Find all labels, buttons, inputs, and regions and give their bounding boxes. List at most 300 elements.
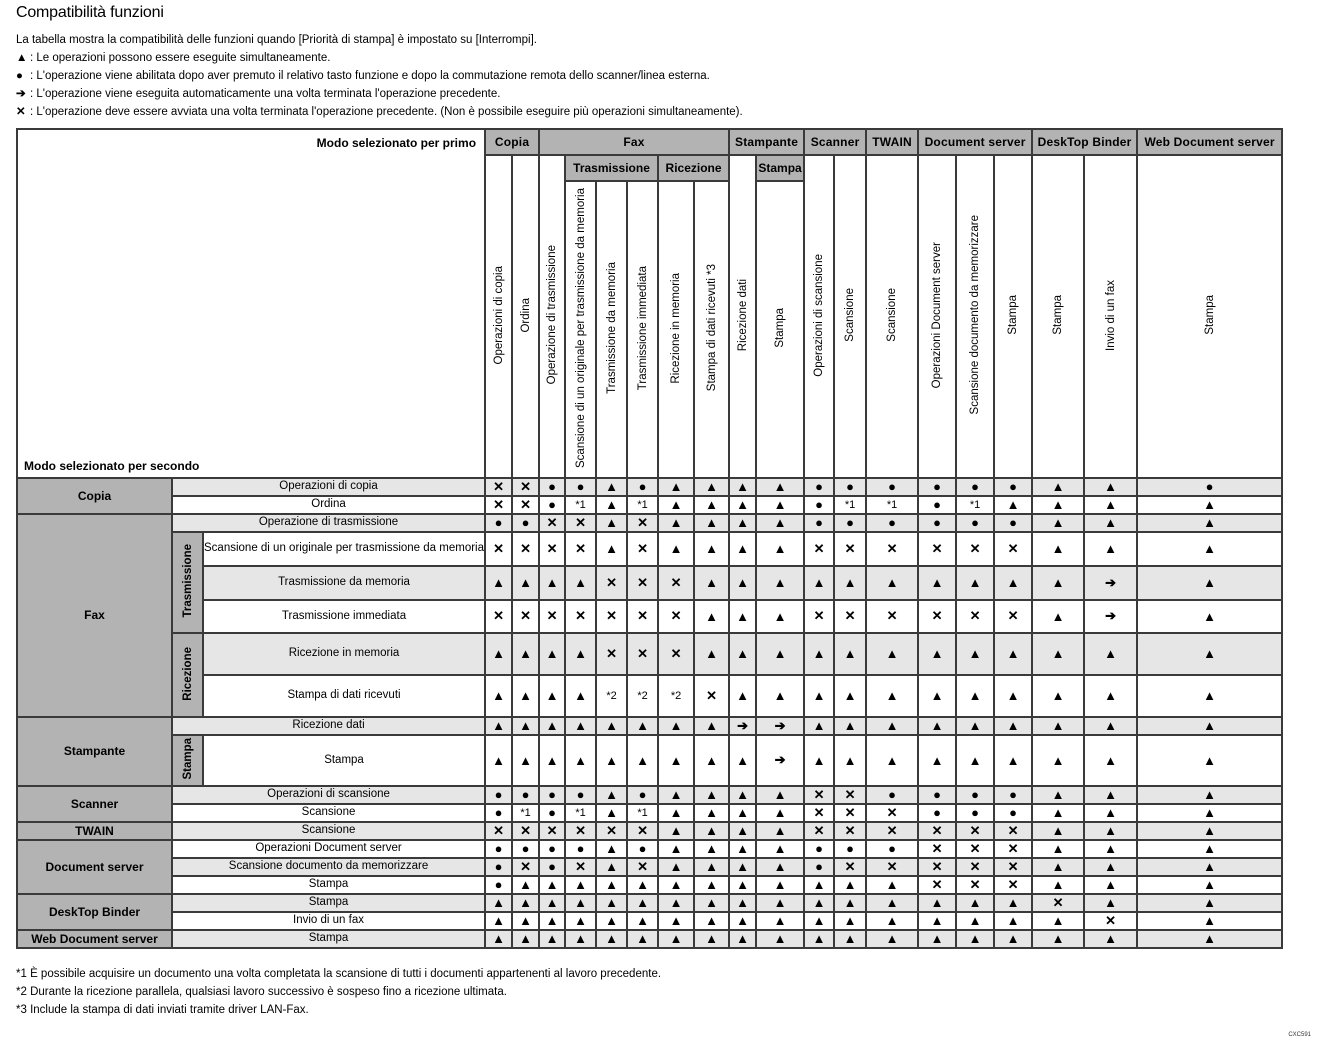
- triangle-icon: ▲: [16, 52, 28, 64]
- cross-icon: ✕: [658, 600, 694, 633]
- cross-icon: ✕: [539, 514, 565, 532]
- triangle-icon: ▲: [539, 717, 565, 735]
- cross-icon: ✕: [1032, 894, 1084, 912]
- triangle-icon: ▲: [1032, 912, 1084, 930]
- circle-icon: ●: [918, 496, 956, 514]
- circle-icon: ●: [16, 70, 23, 82]
- triangle-icon: ▲: [994, 496, 1032, 514]
- row-label: Ordina: [172, 496, 485, 514]
- triangle-icon: ▲: [658, 930, 694, 948]
- triangle-icon: ▲: [866, 912, 918, 930]
- triangle-icon: ▲: [539, 735, 565, 786]
- circle-icon: ●: [565, 478, 596, 496]
- triangle-icon: ▲: [596, 930, 627, 948]
- triangle-icon: ▲: [539, 633, 565, 675]
- triangle-icon: ▲: [756, 822, 804, 840]
- triangle-icon: ▲: [694, 912, 729, 930]
- triangle-icon: ▲: [694, 876, 729, 894]
- cross-icon: ✕: [485, 600, 512, 633]
- triangle-icon: ▲: [1137, 930, 1282, 948]
- cross-icon: ✕: [804, 600, 834, 633]
- triangle-icon: ▲: [658, 514, 694, 532]
- cross-icon: ✕: [918, 840, 956, 858]
- circle-icon: ●: [539, 804, 565, 822]
- triangle-icon: ▲: [1137, 496, 1282, 514]
- group-document-server: Document server: [918, 129, 1032, 155]
- cross-icon: ✕: [512, 822, 539, 840]
- circle-icon: ●: [485, 840, 512, 858]
- triangle-icon: ▲: [1032, 822, 1084, 840]
- circle-icon: ●: [994, 786, 1032, 804]
- cross-icon: ✕: [565, 858, 596, 876]
- footnote-ref: *2: [627, 675, 658, 717]
- cross-icon: ✕: [918, 876, 956, 894]
- triangle-icon: ▲: [596, 478, 627, 496]
- triangle-icon: ▲: [1084, 478, 1137, 496]
- triangle-icon: ▲: [1032, 804, 1084, 822]
- triangle-icon: ▲: [1032, 478, 1084, 496]
- cross-icon: ✕: [956, 840, 994, 858]
- triangle-icon: ▲: [565, 876, 596, 894]
- arrow-right-icon: ➔: [1084, 600, 1137, 633]
- cross-icon: ✕: [627, 514, 658, 532]
- triangle-icon: ▲: [694, 786, 729, 804]
- triangle-icon: ▲: [658, 786, 694, 804]
- circle-icon: ●: [627, 786, 658, 804]
- circle-icon: ●: [485, 786, 512, 804]
- triangle-icon: ▲: [1137, 912, 1282, 930]
- cross-icon: ✕: [596, 566, 627, 600]
- row-category-scanner: Scanner: [17, 786, 172, 822]
- circle-icon: ●: [485, 804, 512, 822]
- cross-icon: ✕: [994, 600, 1032, 633]
- triangle-icon: ▲: [729, 804, 756, 822]
- cross-icon: ✕: [866, 532, 918, 566]
- cross-icon: ✕: [834, 858, 866, 876]
- cross-icon: ✕: [658, 633, 694, 675]
- triangle-icon: ▲: [694, 840, 729, 858]
- triangle-icon: ▲: [694, 514, 729, 532]
- triangle-icon: ▲: [956, 894, 994, 912]
- row-category-docserver: Document server: [17, 840, 172, 894]
- triangle-icon: ▲: [485, 894, 512, 912]
- triangle-icon: ▲: [756, 532, 804, 566]
- cross-icon: ✕: [956, 532, 994, 566]
- triangle-icon: ▲: [918, 566, 956, 600]
- circle-icon: ●: [956, 514, 994, 532]
- triangle-icon: ▲: [627, 735, 658, 786]
- triangle-icon: ▲: [512, 930, 539, 948]
- cross-icon: ✕: [918, 600, 956, 633]
- triangle-icon: ▲: [512, 675, 539, 717]
- triangle-icon: ▲: [1084, 822, 1137, 840]
- triangle-icon: ▲: [729, 566, 756, 600]
- row-subcategory-fax_ricezione: Ricezione: [172, 633, 203, 717]
- triangle-icon: ▲: [834, 675, 866, 717]
- triangle-icon: ▲: [539, 876, 565, 894]
- triangle-icon: ▲: [756, 600, 804, 633]
- triangle-icon: ▲: [994, 717, 1032, 735]
- cross-icon: ✕: [918, 858, 956, 876]
- triangle-icon: ▲: [729, 735, 756, 786]
- triangle-icon: ▲: [694, 735, 729, 786]
- cross-icon: ✕: [834, 804, 866, 822]
- cross-icon: ✕: [834, 532, 866, 566]
- triangle-icon: ▲: [512, 566, 539, 600]
- triangle-icon: ▲: [918, 717, 956, 735]
- triangle-icon: ▲: [1137, 894, 1282, 912]
- circle-icon: ●: [918, 478, 956, 496]
- triangle-icon: ▲: [596, 496, 627, 514]
- triangle-icon: ▲: [539, 930, 565, 948]
- triangle-icon: ▲: [994, 894, 1032, 912]
- col-header: Stampa: [756, 181, 804, 478]
- table-row: [17, 858, 1282, 876]
- triangle-icon: ▲: [539, 675, 565, 717]
- cross-icon: ✕: [804, 822, 834, 840]
- subgroup-stampa: Stampa: [756, 155, 804, 181]
- circle-icon: ●: [804, 478, 834, 496]
- triangle-icon: ▲: [627, 876, 658, 894]
- triangle-icon: ▲: [956, 633, 994, 675]
- circle-icon: ●: [565, 840, 596, 858]
- triangle-icon: ▲: [729, 876, 756, 894]
- cross-icon: ✕: [956, 822, 994, 840]
- cross-icon: ✕: [512, 496, 539, 514]
- triangle-icon: ▲: [1137, 633, 1282, 675]
- arrow-right-icon: ➔: [756, 735, 804, 786]
- cross-icon: ✕: [956, 600, 994, 633]
- triangle-icon: ▲: [866, 717, 918, 735]
- row-label: Scansione documento da memorizzare: [172, 858, 485, 876]
- circle-icon: ●: [866, 786, 918, 804]
- cross-icon: ✕: [804, 804, 834, 822]
- footnote-ref: *1: [565, 804, 596, 822]
- group-scanner: Scanner: [804, 129, 866, 155]
- footnote-2: *2 Durante la ricezione parallela, qualsiasi lavoro successivo è sospeso fino a ricezione ultimata.: [16, 986, 507, 998]
- triangle-icon: ▲: [866, 930, 918, 948]
- group-twain: TWAIN: [866, 129, 918, 155]
- arrow-right-icon: ➔: [756, 717, 804, 735]
- cross-icon: ✕: [485, 532, 512, 566]
- circle-icon: ●: [866, 478, 918, 496]
- triangle-icon: ▲: [694, 566, 729, 600]
- triangle-icon: ▲: [866, 735, 918, 786]
- triangle-icon: ▲: [866, 566, 918, 600]
- triangle-icon: ▲: [729, 633, 756, 675]
- triangle-icon: ▲: [658, 858, 694, 876]
- triangle-icon: ▲: [729, 600, 756, 633]
- group-stampante: Stampante: [729, 129, 804, 155]
- triangle-icon: ▲: [866, 876, 918, 894]
- circle-icon: ●: [866, 840, 918, 858]
- col-header: Invio di un fax: [1084, 155, 1137, 478]
- cross-icon: ✕: [16, 106, 26, 118]
- triangle-icon: ▲: [596, 717, 627, 735]
- footnote-ref: *1: [627, 804, 658, 822]
- triangle-icon: ▲: [1032, 876, 1084, 894]
- triangle-icon: ▲: [756, 633, 804, 675]
- circle-icon: ●: [485, 876, 512, 894]
- table-row: [17, 675, 1282, 717]
- triangle-icon: ▲: [512, 894, 539, 912]
- cross-icon: ✕: [658, 566, 694, 600]
- triangle-icon: ▲: [596, 786, 627, 804]
- table-row: [17, 786, 1282, 804]
- legend-item-enabled: ● : L'operazione viene abilitata dopo aver premuto il relativo tasto funzione e dopo la commutazione remota dello scanner/linea esterna.: [16, 67, 743, 85]
- row-label: Operazioni Document server: [172, 840, 485, 858]
- cross-icon: ✕: [866, 600, 918, 633]
- triangle-icon: ▲: [565, 894, 596, 912]
- triangle-icon: ▲: [565, 633, 596, 675]
- triangle-icon: ▲: [994, 633, 1032, 675]
- row-label: Trasmissione da memoria: [203, 566, 485, 600]
- cross-icon: ✕: [918, 822, 956, 840]
- triangle-icon: ▲: [658, 496, 694, 514]
- row-category-binder: DeskTop Binder: [17, 894, 172, 930]
- table-row: [17, 930, 1282, 948]
- circle-icon: ●: [804, 858, 834, 876]
- triangle-icon: ▲: [756, 894, 804, 912]
- row-category-web: Web Document server: [17, 930, 172, 948]
- cross-icon: ✕: [539, 822, 565, 840]
- triangle-icon: ▲: [596, 514, 627, 532]
- triangle-icon: ▲: [1137, 600, 1282, 633]
- legend-item-sequential: ✕ : L'operazione deve essere avviata una volta terminata l'operazione precedente. (Non è possibile eseguire più operazioni simultaneamente).: [16, 103, 743, 121]
- triangle-icon: ▲: [1137, 858, 1282, 876]
- triangle-icon: ▲: [994, 912, 1032, 930]
- cross-icon: ✕: [694, 675, 729, 717]
- cross-icon: ✕: [1084, 912, 1137, 930]
- triangle-icon: ▲: [539, 894, 565, 912]
- cross-icon: ✕: [804, 532, 834, 566]
- triangle-icon: ▲: [918, 633, 956, 675]
- col-header: Operazione di trasmissione: [539, 155, 565, 478]
- row-label: Operazioni di copia: [172, 478, 485, 496]
- row-label: Stampa: [172, 930, 485, 948]
- triangle-icon: ▲: [994, 930, 1032, 948]
- col-header: Operazioni Document server: [918, 155, 956, 478]
- cross-icon: ✕: [627, 822, 658, 840]
- circle-icon: ●: [539, 478, 565, 496]
- table-row: [17, 894, 1282, 912]
- circle-icon: ●: [956, 478, 994, 496]
- row-category-stampante: Stampante: [17, 717, 172, 786]
- triangle-icon: ▲: [1137, 717, 1282, 735]
- triangle-icon: ▲: [694, 496, 729, 514]
- triangle-icon: ▲: [729, 858, 756, 876]
- row-category-fax: Fax: [17, 514, 172, 717]
- cross-icon: ✕: [834, 786, 866, 804]
- cross-icon: ✕: [994, 822, 1032, 840]
- row-label: Scansione: [172, 804, 485, 822]
- triangle-icon: ▲: [658, 840, 694, 858]
- triangle-icon: ▲: [1032, 496, 1084, 514]
- triangle-icon: ▲: [627, 717, 658, 735]
- group-copia: Copia: [485, 129, 539, 155]
- cross-icon: ✕: [956, 858, 994, 876]
- row-label: Operazione di trasmissione: [172, 514, 485, 532]
- triangle-icon: ▲: [956, 912, 994, 930]
- cross-icon: ✕: [565, 822, 596, 840]
- circle-icon: ●: [918, 804, 956, 822]
- col-header: Ricezione in memoria: [658, 181, 694, 478]
- triangle-icon: ▲: [729, 912, 756, 930]
- triangle-icon: ▲: [565, 566, 596, 600]
- triangle-icon: ▲: [729, 478, 756, 496]
- triangle-icon: ▲: [729, 514, 756, 532]
- triangle-icon: ▲: [729, 532, 756, 566]
- cross-icon: ✕: [804, 786, 834, 804]
- table-row: [17, 496, 1282, 514]
- triangle-icon: ▲: [565, 930, 596, 948]
- circle-icon: ●: [994, 514, 1032, 532]
- arrow-right-icon: ➔: [16, 88, 26, 100]
- compatibility-table: [16, 128, 1283, 949]
- triangle-icon: ▲: [627, 912, 658, 930]
- triangle-icon: ▲: [804, 675, 834, 717]
- triangle-icon: ▲: [1084, 735, 1137, 786]
- cross-icon: ✕: [596, 822, 627, 840]
- subgroup-trasmissione: Trasmissione: [565, 155, 658, 181]
- triangle-icon: ▲: [694, 804, 729, 822]
- triangle-icon: ▲: [1137, 514, 1282, 532]
- triangle-icon: ▲: [918, 675, 956, 717]
- col-header: Operazioni di copia: [485, 155, 512, 478]
- circle-icon: ●: [956, 804, 994, 822]
- triangle-icon: ▲: [512, 912, 539, 930]
- col-header: Operazioni di scansione: [804, 155, 834, 478]
- triangle-icon: ▲: [694, 858, 729, 876]
- triangle-icon: ▲: [512, 876, 539, 894]
- circle-icon: ●: [834, 514, 866, 532]
- table-row: [17, 840, 1282, 858]
- footnote-ref: *1: [512, 804, 539, 822]
- cross-icon: ✕: [627, 600, 658, 633]
- triangle-icon: ▲: [729, 675, 756, 717]
- circle-icon: ●: [627, 478, 658, 496]
- circle-icon: ●: [918, 514, 956, 532]
- footnote-ref: *1: [834, 496, 866, 514]
- col-header: Stampa: [994, 155, 1032, 478]
- cross-icon: ✕: [918, 532, 956, 566]
- triangle-icon: ▲: [804, 735, 834, 786]
- triangle-icon: ▲: [956, 717, 994, 735]
- triangle-icon: ▲: [565, 735, 596, 786]
- row-subcategory-stampante_stampa: Stampa: [172, 735, 203, 786]
- table-row: [17, 532, 1282, 566]
- triangle-icon: ▲: [804, 876, 834, 894]
- triangle-icon: ▲: [729, 786, 756, 804]
- circle-icon: ●: [539, 840, 565, 858]
- triangle-icon: ▲: [729, 496, 756, 514]
- triangle-icon: ▲: [694, 717, 729, 735]
- circle-icon: ●: [565, 786, 596, 804]
- row-category-twain: TWAIN: [17, 822, 172, 840]
- table-row: [17, 633, 1282, 675]
- cross-icon: ✕: [866, 804, 918, 822]
- triangle-icon: ▲: [729, 822, 756, 840]
- triangle-icon: ▲: [834, 717, 866, 735]
- triangle-icon: ▲: [1032, 786, 1084, 804]
- cross-icon: ✕: [994, 858, 1032, 876]
- row-label: Stampa: [172, 876, 485, 894]
- triangle-icon: ▲: [994, 675, 1032, 717]
- circle-icon: ●: [512, 786, 539, 804]
- triangle-icon: ▲: [918, 912, 956, 930]
- table-row: [17, 735, 1282, 786]
- triangle-icon: ▲: [539, 912, 565, 930]
- triangle-icon: ▲: [804, 717, 834, 735]
- triangle-icon: ▲: [804, 633, 834, 675]
- circle-icon: ●: [994, 804, 1032, 822]
- row-label: Stampa: [172, 894, 485, 912]
- triangle-icon: ▲: [1032, 840, 1084, 858]
- triangle-icon: ▲: [834, 894, 866, 912]
- col-header: Stampa di dati ricevuti *3: [694, 181, 729, 478]
- circle-icon: ●: [804, 496, 834, 514]
- cross-icon: ✕: [512, 478, 539, 496]
- col-header: Scansione: [834, 155, 866, 478]
- triangle-icon: ▲: [1032, 675, 1084, 717]
- triangle-icon: ▲: [918, 735, 956, 786]
- triangle-icon: ▲: [596, 735, 627, 786]
- triangle-icon: ▲: [485, 735, 512, 786]
- row-label: Invio di un fax: [172, 912, 485, 930]
- triangle-icon: ▲: [512, 633, 539, 675]
- circle-icon: ●: [539, 858, 565, 876]
- triangle-icon: ▲: [485, 675, 512, 717]
- triangle-icon: ▲: [756, 840, 804, 858]
- intro-section: [16, 31, 743, 121]
- triangle-icon: ▲: [1137, 566, 1282, 600]
- circle-icon: ●: [512, 840, 539, 858]
- group-fax: Fax: [539, 129, 729, 155]
- triangle-icon: ▲: [1137, 532, 1282, 566]
- footnotes: [16, 965, 661, 1019]
- triangle-icon: ▲: [756, 786, 804, 804]
- triangle-icon: ▲: [994, 566, 1032, 600]
- triangle-icon: ▲: [658, 912, 694, 930]
- triangle-icon: ▲: [834, 912, 866, 930]
- triangle-icon: ▲: [1084, 894, 1137, 912]
- triangle-icon: ▲: [729, 930, 756, 948]
- col-header: Scansione: [866, 155, 918, 478]
- triangle-icon: ▲: [1137, 876, 1282, 894]
- footnote-ref: *2: [658, 675, 694, 717]
- circle-icon: ●: [1137, 478, 1282, 496]
- triangle-icon: ▲: [756, 876, 804, 894]
- triangle-icon: ▲: [512, 717, 539, 735]
- row-label: Scansione: [172, 822, 485, 840]
- table-row: [17, 822, 1282, 840]
- cross-icon: ✕: [956, 876, 994, 894]
- cross-icon: ✕: [512, 600, 539, 633]
- triangle-icon: ▲: [1032, 735, 1084, 786]
- triangle-icon: ▲: [956, 566, 994, 600]
- cross-icon: ✕: [539, 600, 565, 633]
- cross-icon: ✕: [485, 822, 512, 840]
- table-row: [17, 600, 1282, 633]
- triangle-icon: ▲: [1137, 822, 1282, 840]
- circle-icon: ●: [834, 840, 866, 858]
- row-label: Stampa: [203, 735, 485, 786]
- triangle-icon: ▲: [756, 566, 804, 600]
- footnote-ref: *1: [627, 496, 658, 514]
- circle-icon: ●: [627, 840, 658, 858]
- triangle-icon: ▲: [485, 912, 512, 930]
- cross-icon: ✕: [834, 822, 866, 840]
